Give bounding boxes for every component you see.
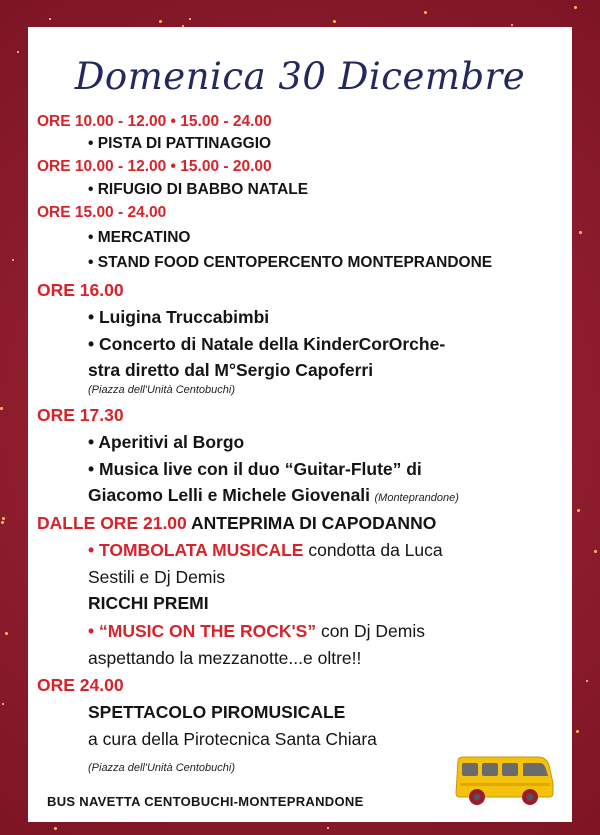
time-label: ORE 16.00 xyxy=(37,280,124,300)
event-item: • Aperitivi al Borgo xyxy=(88,432,245,452)
location-note: (Monteprandone) xyxy=(374,492,459,504)
sparkle-dot xyxy=(327,827,329,829)
sparkle-dot xyxy=(54,827,57,830)
event-item: • RIFUGIO DI BABBO NATALE xyxy=(88,181,309,198)
sparkle-dot xyxy=(2,703,4,705)
event-text: Sestili e Dj Demis xyxy=(88,567,226,587)
sparkle-dot xyxy=(586,680,588,682)
sparkle-dot xyxy=(1,521,4,524)
bus-shuttle-label: BUS NAVETTA CENTOBUCHI-MONTEPRANDONE xyxy=(47,794,364,809)
sparkle-dot xyxy=(17,51,19,53)
event-item: • Musica live con il duo “Guitar-Flute” di xyxy=(88,459,422,479)
event-item: stra diretto dal M°Sergio Capoferri xyxy=(88,360,374,380)
section-heading: SPETTACOLO PIROMUSICALE xyxy=(88,702,346,722)
prizes-label: RICCHI PREMI xyxy=(88,593,209,613)
sparkle-dot xyxy=(5,632,8,635)
sparkle-dot xyxy=(579,231,582,234)
event-item: • STAND FOOD CENTOPERCENTO MONTEPRANDONE xyxy=(88,254,493,271)
highlight-text: • TOMBOLATA MUSICALE xyxy=(88,540,304,560)
sparkle-dot xyxy=(424,11,427,14)
sparkle-dot xyxy=(574,6,577,9)
event-item: • PISTA DI PATTINAGGIO xyxy=(88,135,272,152)
event-text: con Dj Demis xyxy=(320,621,426,641)
sparkle-dot xyxy=(576,730,579,733)
sparkle-dot xyxy=(12,259,14,261)
time-label: ORE 10.00 - 12.00 • 15.00 - 24.00 xyxy=(37,113,272,130)
sparkle-dot xyxy=(0,407,3,410)
time-label: DALLE ORE 21.00 xyxy=(37,513,187,533)
sparkle-dot xyxy=(2,517,5,520)
location-note: (Piazza dell'Unità Centobuchi) xyxy=(88,384,236,396)
highlight-text: • “MUSIC ON THE ROCK'S” xyxy=(88,621,317,641)
sparkle-dot xyxy=(594,550,597,553)
sparkle-dot xyxy=(189,18,191,20)
section-header xyxy=(37,513,436,534)
time-label: ORE 10.00 - 12.00 • 15.00 - 20.00 xyxy=(37,158,272,175)
event-item xyxy=(88,540,443,561)
sparkle-dot xyxy=(511,24,513,26)
bus-icon xyxy=(452,753,556,809)
sparkle-dot xyxy=(333,20,336,23)
event-item-with-note xyxy=(88,485,459,506)
event-item xyxy=(88,621,425,642)
event-text: condotta da Luca xyxy=(308,540,443,560)
event-item: • Concerto di Natale della KinderCorOrche- xyxy=(88,334,446,354)
event-item: • Luigina Truccabimbi xyxy=(88,307,270,327)
page-title: Domenica 30 Dicembre xyxy=(74,55,526,98)
section-heading: ANTEPRIMA DI CAPODANNO xyxy=(191,513,437,533)
time-label: ORE 24.00 xyxy=(37,675,124,695)
time-label: ORE 15.00 - 24.00 xyxy=(37,204,167,221)
event-text: a cura della Pirotecnica Santa Chiara xyxy=(88,729,377,749)
sparkle-dot xyxy=(49,18,51,20)
program-card xyxy=(28,27,572,822)
event-item: • MERCATINO xyxy=(88,229,191,246)
location-note: (Piazza dell'Unità Centobuchi) xyxy=(88,762,236,774)
time-label: ORE 17.30 xyxy=(37,405,124,425)
sparkle-dot xyxy=(577,509,580,512)
event-text: aspettando la mezzanotte...e oltre!! xyxy=(88,648,362,668)
sparkle-dot xyxy=(159,20,162,23)
event-item: Giacomo Lelli e Michele Giovenali xyxy=(88,485,371,505)
